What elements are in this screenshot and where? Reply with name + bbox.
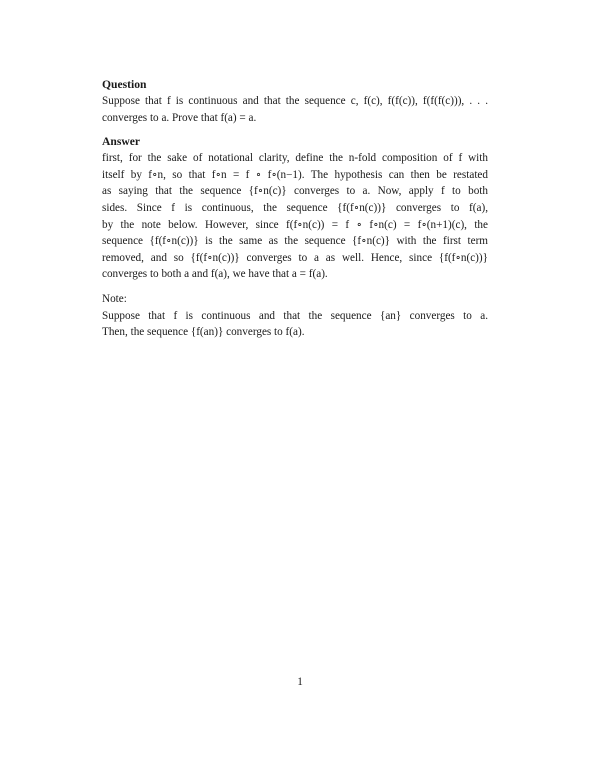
answer-line-1: first, for the sake of notational clarity, define the n-fold composition of f with xyxy=(102,152,488,165)
answer-line-6: sequence {f(f∘n(c))} is the same as the sequence {f∘n(c)} with the first term xyxy=(102,235,488,248)
page-number: 1 xyxy=(297,676,303,688)
question-line-2: converges to a. Prove that f(a) = a. xyxy=(102,111,257,124)
note-line-2: Then, the sequence {f(an)} converges to f(a). xyxy=(102,326,305,339)
answer-line-4: sides. Since f is continuous, the sequence {f(f∘n(c))} converges to f(a), xyxy=(102,201,488,214)
note-text xyxy=(102,308,488,341)
answer-heading: Answer xyxy=(102,135,140,149)
question-heading: Question xyxy=(102,78,147,91)
note-line-1: Suppose that f is continuous and that the sequence {an} converges to a. xyxy=(102,309,488,322)
answer-line-3: as saying that the sequence {f∘n(c)} converges to a. Now, apply f to both xyxy=(102,185,488,198)
question-text xyxy=(102,93,488,126)
answer-line-7: removed, and so {f(f∘n(c))} converges to a as well. Hence, since {f(f∘n(c))} xyxy=(102,251,488,264)
answer-line-8: converges to both a and f(a), we have that a = f(a). xyxy=(102,268,328,281)
document-body xyxy=(102,77,488,341)
answer-line-5: by the note below. However, since f(f∘n(c)) = f ∘ f∘n(c) = f∘(n+1)(c), the xyxy=(102,218,488,231)
note-label: Note: xyxy=(102,292,127,305)
question-line-1: Suppose that f is continuous and that the sequence c, f(c), f(f(c)), f(f(f(c))), . . . xyxy=(102,95,488,107)
answer-line-2: itself by f∘n, so that f∘n = f ∘ f∘(n−1). The hypothesis can then be restated xyxy=(102,168,488,181)
answer-text xyxy=(102,150,488,283)
